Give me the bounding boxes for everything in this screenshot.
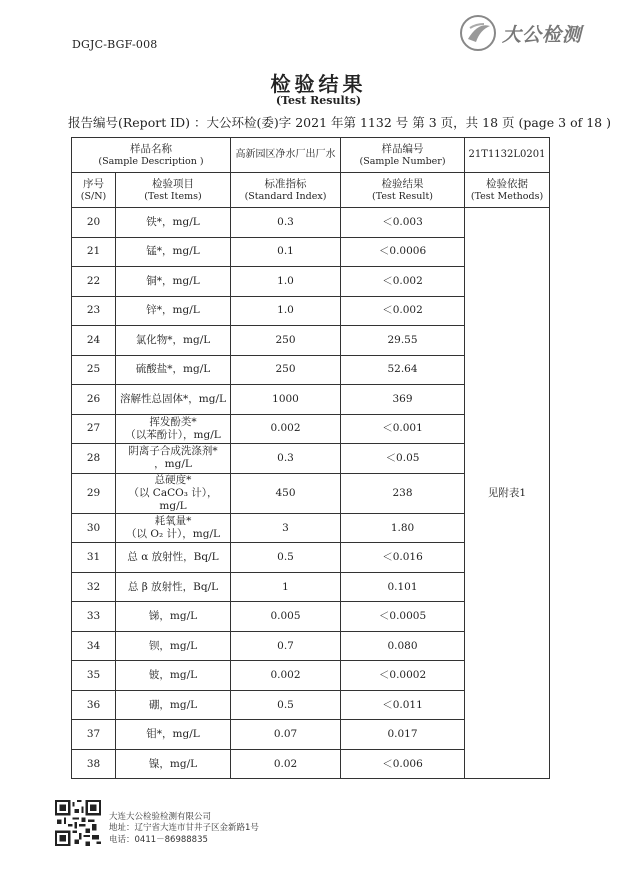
row-test-item-line1: 镍，mg/L [148,757,198,770]
row-test-result: ＜0.006 [341,749,465,779]
row-test-result: 0.080 [341,631,465,661]
row-sn: 36 [72,690,116,720]
report-id-line: 报告编号(Report ID) ：大公环检(委)字 2021 年第 1132 号 第 3 页，共 18 页 (page 3 of 18 ) [68,115,611,130]
row-standard-index: 250 [231,326,341,356]
footer [55,800,259,846]
row-test-result: ＜0.0005 [341,602,465,632]
row-test-item [116,749,231,779]
row-test-result: ＜0.0006 [341,237,465,267]
row-test-item [116,296,231,326]
sample-name-value: 高新园区净水厂出厂水 [231,138,341,173]
row-test-item-line1: 耗氧量* [154,515,192,527]
row-test-item-line1: 锑，mg/L [148,610,198,623]
row-test-item-line1: 溶解性总固体*，mg/L [120,392,226,405]
row-standard-index: 0.02 [231,749,341,779]
row-standard-index: 0.005 [231,602,341,632]
row-test-item [116,326,231,356]
row-test-item-line1: 挥发酚类* [149,415,197,428]
row-standard-index: 1 [231,572,341,602]
row-test-item-line1: 锌*，mg/L [146,304,200,317]
row-test-item [116,414,231,444]
company-logo [458,14,582,52]
row-test-item-line1: 钼*，mg/L [146,728,200,741]
footer-phone: 电话：0411－86988835 [109,834,208,845]
row-test-result: ＜0.003 [341,208,465,238]
row-sn: 32 [72,572,116,602]
row-test-item-line1: 铍，mg/L [148,669,198,682]
row-test-item [116,237,231,267]
row-test-item-line1: 阴离子合成洗涤剂* [128,445,218,458]
row-test-item-line2: ，mg/L [154,458,192,471]
company-logo-icon [458,14,498,52]
row-test-item-line2: （以苯酚计），mg/L [125,428,221,441]
row-test-result: 0.101 [341,572,465,602]
row-test-result: ＜0.001 [341,414,465,444]
row-test-result: 369 [341,385,465,415]
header-sn: 序号 (S/N) [72,173,116,208]
row-standard-index: 3 [231,513,341,543]
row-test-item [116,720,231,750]
row-test-result: ＜0.016 [341,543,465,573]
row-test-result: 0.017 [341,720,465,750]
row-sn: 38 [72,749,116,779]
row-test-item [116,572,231,602]
row-test-result: ＜0.002 [341,267,465,297]
test-method-value: 见附表1 [465,208,550,779]
row-test-item-line1: 总硬度* [154,473,192,486]
row-sn: 28 [72,444,116,474]
row-test-item-line1: 锰*，mg/L [146,245,200,258]
row-test-result: ＜0.002 [341,296,465,326]
row-test-result: ＜0.011 [341,690,465,720]
header-row [72,173,550,208]
row-test-item [116,602,231,632]
row-test-item [116,473,231,513]
row-test-item-line1: 总 α 放射性，Bq/L [127,551,219,564]
row-test-result: 29.55 [341,326,465,356]
row-standard-index: 0.002 [231,661,341,691]
page-subtitle: (Test Results) [275,94,362,107]
row-test-item [116,631,231,661]
sample-number-label: 样品编号 (Sample Number) [341,138,465,173]
row-test-item [116,513,231,543]
row-test-item [116,543,231,573]
row-standard-index: 1.0 [231,296,341,326]
row-test-result: 52.64 [341,355,465,385]
row-sn: 26 [72,385,116,415]
row-test-item [116,444,231,474]
row-test-result: 1.80 [341,513,465,543]
row-test-item-line1: 硼，mg/L [148,698,198,711]
row-standard-index: 0.7 [231,631,341,661]
row-standard-index: 0.07 [231,720,341,750]
row-sn: 27 [72,414,116,444]
row-test-item-line1: 铁*，mg/L [146,215,200,228]
row-test-result: ＜0.05 [341,444,465,474]
header-item: 检验项目 (Test Items) [116,173,231,208]
row-sn: 24 [72,326,116,356]
row-test-item [116,208,231,238]
row-sn: 20 [72,208,116,238]
header-method: 检验依据 (Test Methods) [465,173,550,208]
header-result: 检验结果 (Test Result) [341,173,465,208]
footer-company: 大连大公检验检测有限公司 [109,812,212,822]
row-test-item-line1: 总 β 放射性，Bq/L [127,580,219,593]
row-sn: 25 [72,355,116,385]
row-sn: 34 [72,631,116,661]
row-test-item-line2: （以 O₂ 计），mg/L [126,528,220,541]
sample-info-row [72,138,550,173]
row-sn: 22 [72,267,116,297]
row-test-result: 238 [341,473,465,513]
row-standard-index: 0.3 [231,208,341,238]
row-test-item [116,267,231,297]
qr-code-icon [55,800,101,846]
row-standard-index: 450 [231,473,341,513]
row-sn: 23 [72,296,116,326]
row-test-item-line2: （以 CaCO₃ 计），mg/L [128,486,218,512]
row-test-item [116,355,231,385]
row-standard-index: 1000 [231,385,341,415]
row-standard-index: 0.5 [231,690,341,720]
row-test-item [116,690,231,720]
row-test-result: ＜0.0002 [341,661,465,691]
row-test-item-line1: 钡，mg/L [148,639,198,652]
sample-number-value: 21T1132L0201 [465,138,550,173]
sample-name-label: 样品名称 (Sample Description ) [72,138,231,173]
header-index: 标准指标 (Standard Index) [231,173,341,208]
row-sn: 33 [72,602,116,632]
company-logo-text: 大公检测 [502,23,583,46]
row-test-item [116,661,231,691]
row-test-item [116,385,231,415]
row-sn: 31 [72,543,116,573]
document-code: DGJC-BGF-008 [72,38,158,51]
row-standard-index: 0.002 [231,414,341,444]
row-standard-index: 0.5 [231,543,341,573]
row-sn: 29 [72,473,116,513]
row-sn: 37 [72,720,116,750]
row-test-item-line1: 氯化物*，mg/L [135,333,211,346]
footer-address: 地址：辽宁省大连市甘井子区金新路1号 [109,823,259,834]
table-row [72,208,550,238]
row-test-item-line1: 硫酸盐*，mg/L [135,363,211,376]
row-standard-index: 250 [231,355,341,385]
row-standard-index: 1.0 [231,267,341,297]
row-sn: 35 [72,661,116,691]
row-sn: 30 [72,513,116,543]
results-table [71,137,550,779]
row-test-item-line1: 铜*，mg/L [146,274,200,287]
page-title: 检验结果 [270,72,367,96]
row-sn: 21 [72,237,116,267]
row-standard-index: 0.1 [231,237,341,267]
row-standard-index: 0.3 [231,444,341,474]
